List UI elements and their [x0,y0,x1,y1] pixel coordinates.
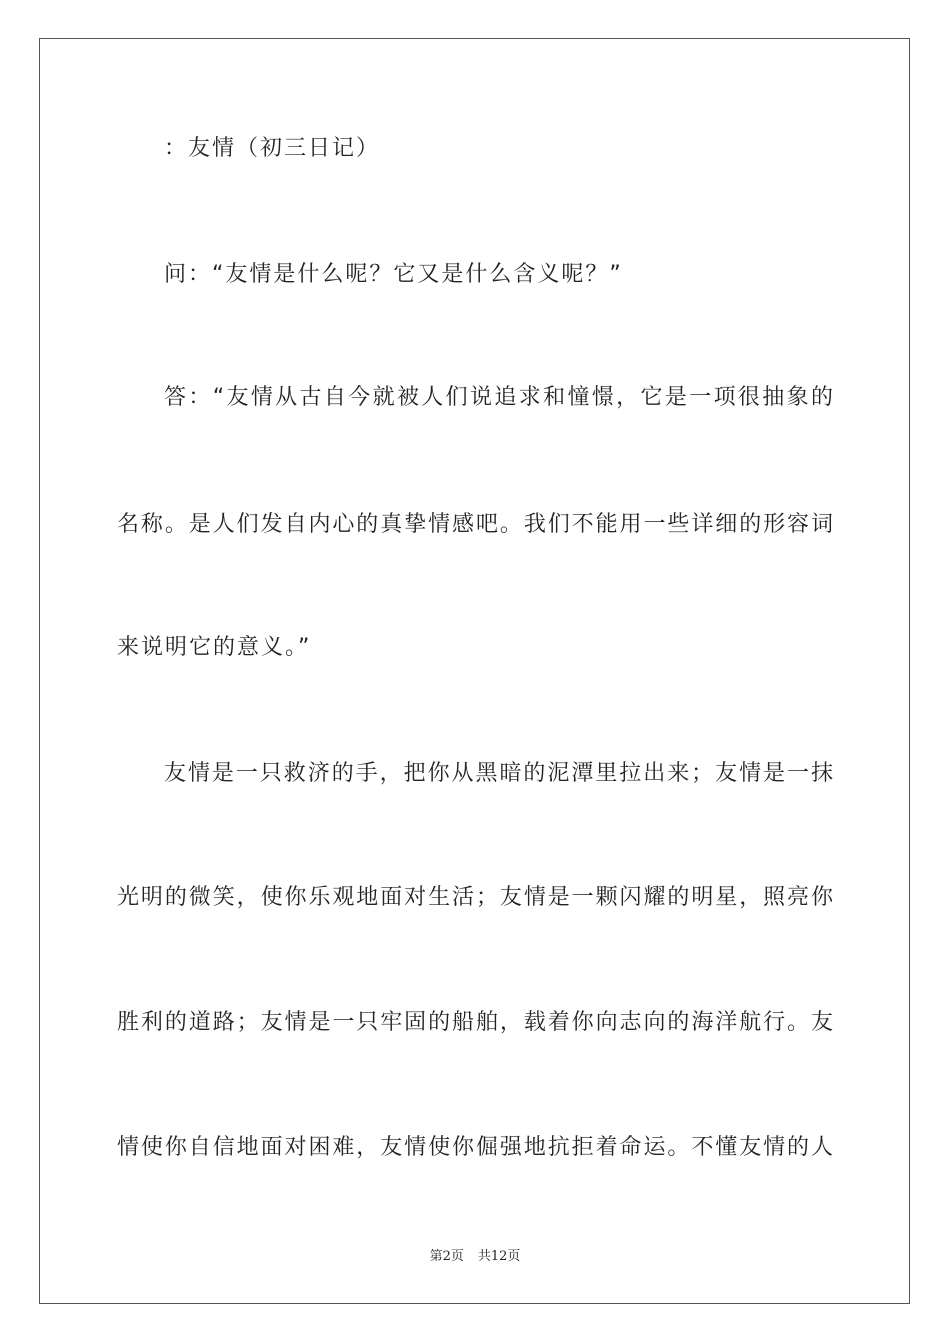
answer-line-2: 名称。是人们发自内心的真挚情感吧。我们不能用一些详细的形容词 [117,512,833,537]
page-total: 共12页 [477,1249,521,1264]
question-line: 问：“友情是什么呢？它又是什么含义呢？” [164,262,623,287]
body-line-1: 友情是一只救济的手，把你从黑暗的泥潭里拉出来；友情是一抹 [164,761,833,786]
page-footer [0,1248,950,1266]
answer-line-3: 来说明它的意义。” [117,635,312,660]
page-border [39,38,910,1304]
answer-line-1: 答：“友情从古自今就被人们说追求和憧憬，它是一项很抽象的 [164,385,833,410]
page-number: 第2页 [429,1249,464,1264]
document-title: ：友情（初三日记） [164,136,381,161]
body-line-2: 光明的微笑，使你乐观地面对生活；友情是一颗闪耀的明星，照亮你 [117,885,833,910]
body-line-4: 情使你自信地面对困难，友情使你倔强地抗拒着命运。不懂友情的人 [117,1135,833,1160]
body-line-3: 胜利的道路；友情是一只牢固的船舶，载着你向志向的海洋航行。友 [117,1010,833,1035]
